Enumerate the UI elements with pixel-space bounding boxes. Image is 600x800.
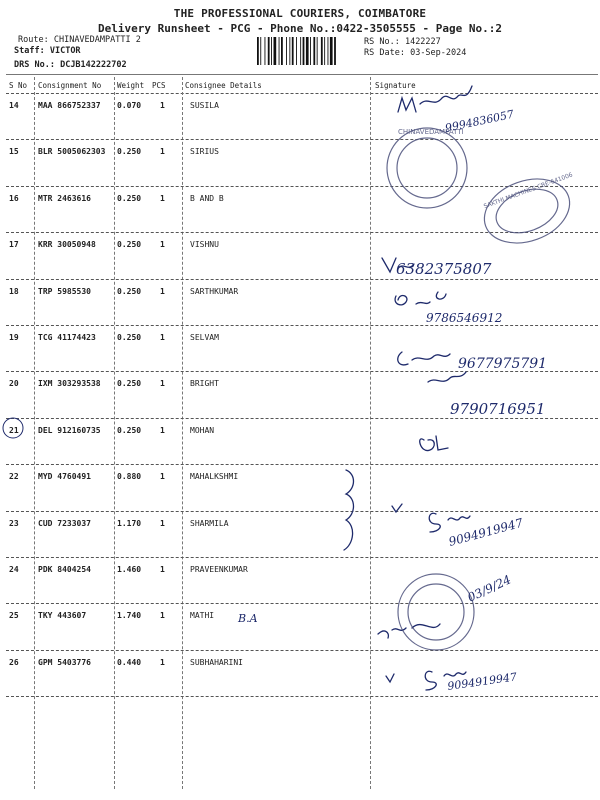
staff-line xyxy=(14,46,81,56)
col-pcs: PCS xyxy=(152,81,166,90)
row-divider xyxy=(6,557,598,558)
table-row xyxy=(0,373,600,419)
drs-line xyxy=(14,60,127,70)
signature-cell xyxy=(372,95,598,141)
row-pcs: 1 xyxy=(160,611,165,621)
handwritten-phone: 9790716951 xyxy=(450,400,546,418)
row-sno: 25 xyxy=(9,611,19,621)
row-sno: 16 xyxy=(9,193,19,203)
row-pcs: 1 xyxy=(160,286,165,296)
row-pcs: 1 xyxy=(160,657,165,667)
row-sno: 18 xyxy=(9,286,19,296)
row-weight: 1.460 xyxy=(117,565,142,574)
row-consignment-no: CUD 7233037 xyxy=(38,518,91,528)
table-row xyxy=(0,281,600,327)
row-consignee-name: SUBHAHARINI xyxy=(190,657,243,667)
staff-label: Staff: xyxy=(14,46,45,56)
handwritten-phone: 9677975791 xyxy=(458,356,548,372)
row-divider xyxy=(6,139,598,140)
row-consignment-no: IXM 303293538 xyxy=(38,379,101,389)
row-pcs: 1 xyxy=(160,147,165,157)
row-sno: 17 xyxy=(9,240,19,250)
row-weight: 0.250 xyxy=(117,147,142,157)
col-sno: S No xyxy=(9,81,28,90)
barcode-image xyxy=(257,37,357,65)
table-row xyxy=(0,466,600,512)
signature-cell xyxy=(372,559,598,605)
signature-cell xyxy=(372,652,598,698)
row-weight: 1.740 xyxy=(117,611,142,621)
runsheet-subtitle: Delivery Runsheet - PCG - Phone No.:0422-3505555 - Page No.:2 xyxy=(98,22,502,35)
handwritten-phone: 9094919947 xyxy=(446,670,518,693)
rs-no-value: 1422227 xyxy=(404,37,441,47)
row-sno: 24 xyxy=(9,565,19,574)
row-consignment-no: DEL 912160735 xyxy=(38,425,101,435)
table-row xyxy=(0,605,600,651)
row-consignee-name: SHARMILA xyxy=(190,518,229,528)
table-row xyxy=(0,420,600,466)
drs-label: DRS No.: xyxy=(14,60,55,70)
row-sno: 23 xyxy=(9,518,19,528)
handwritten-phone: 9994836057 xyxy=(443,107,516,135)
row-consignee-name: SELVAM xyxy=(190,333,219,342)
row-sno: 22 xyxy=(9,472,19,482)
row-consignment-no: GPM 5403776 xyxy=(38,657,91,667)
signature-cell xyxy=(372,141,598,187)
row-sno: 26 xyxy=(9,657,19,667)
route-line xyxy=(18,35,141,45)
row-divider xyxy=(6,696,598,697)
table-row xyxy=(0,559,600,605)
row-pcs: 1 xyxy=(160,379,165,389)
col-consignee: Consignee Details xyxy=(185,81,262,90)
row-pcs: 1 xyxy=(160,240,165,250)
table-row xyxy=(0,652,600,698)
table-row xyxy=(0,327,600,373)
col-signature: Signature xyxy=(375,81,416,90)
signature-cell xyxy=(372,234,598,280)
rs-no-label: RS No.: xyxy=(364,37,400,47)
row-consignee-name: MOHAN xyxy=(190,425,215,435)
row-consignment-no: MYD 4760491 xyxy=(38,472,91,482)
row-divider xyxy=(6,232,598,233)
row-weight: 0.250 xyxy=(117,379,142,389)
handwritten-phone: 6382375807 xyxy=(396,260,492,278)
row-divider xyxy=(6,325,598,326)
row-divider xyxy=(6,279,598,280)
handwritten-phone: 9786546912 xyxy=(426,311,503,325)
signature-cell xyxy=(372,513,598,559)
row-weight: 0.250 xyxy=(117,240,142,250)
col-consignment: Consignment No xyxy=(38,81,102,90)
row-weight: 0.250 xyxy=(117,333,142,342)
row-consignment-no: KRR 30050948 xyxy=(38,240,96,250)
signature-cell xyxy=(372,420,598,466)
row-sno: 19 xyxy=(9,333,19,342)
drs-value: DCJB142222702 xyxy=(60,60,127,70)
rs-date-line xyxy=(364,48,466,58)
row-consignment-no: MAA 866752337 xyxy=(38,101,101,110)
handwritten-phone: 9094919947 xyxy=(447,515,525,549)
row-weight: 0.250 xyxy=(117,286,142,296)
row-divider xyxy=(6,186,598,187)
row-consignee-name: PRAVEENKUMAR xyxy=(190,565,248,574)
row-sno: 15 xyxy=(9,147,19,157)
row-consignee-name: BRIGHT xyxy=(190,379,219,389)
table-row xyxy=(0,188,600,234)
row-divider xyxy=(6,603,598,604)
row-consignee-name: SUSILA xyxy=(190,101,219,110)
row-consignment-no: TKY 443607 xyxy=(38,611,87,621)
row-pcs: 1 xyxy=(160,518,165,528)
rs-date-label: RS Date: xyxy=(364,48,405,58)
row-sno: 14 xyxy=(9,101,19,110)
row-sno: 20 xyxy=(9,379,19,389)
stamp2-text: SAKTHI MACHINES CBE-641006 xyxy=(482,171,574,211)
signature-cell xyxy=(372,466,598,512)
header-top-rule xyxy=(6,74,598,75)
row-consignment-no: MTR 2463616 xyxy=(38,193,91,203)
row-divider xyxy=(6,650,598,651)
row-pcs: 1 xyxy=(160,101,165,110)
row-divider xyxy=(6,371,598,372)
signature-cell xyxy=(372,188,598,234)
row-weight: 0.880 xyxy=(117,472,142,482)
signature-cell xyxy=(372,327,598,373)
row-weight: 1.170 xyxy=(117,518,142,528)
rs-no-line xyxy=(364,37,441,47)
row-sno: 21 xyxy=(9,425,19,435)
staff-value: VICTOR xyxy=(49,46,81,56)
table-row xyxy=(0,513,600,559)
row-consignment-no: PDK 8404254 xyxy=(38,565,91,574)
row-weight: 0.070 xyxy=(117,101,142,110)
company-title: THE PROFESSIONAL COURIERS, COIMBATORE xyxy=(173,7,427,20)
row-consignment-no: TRP 5985530 xyxy=(38,286,91,296)
row-weight: 0.440 xyxy=(117,657,142,667)
rs-date-value: 03-Sep-2024 xyxy=(410,48,467,58)
signature-cell xyxy=(372,373,598,419)
row-pcs: 1 xyxy=(160,472,165,482)
row-consignee-name: B AND B xyxy=(190,193,224,203)
row-divider xyxy=(6,464,598,465)
row-consignment-no: TCG 41174423 xyxy=(38,333,96,342)
table-row xyxy=(0,141,600,187)
row-pcs: 1 xyxy=(160,565,165,574)
route-label: Route: xyxy=(18,35,49,45)
signature-cell xyxy=(372,281,598,327)
row-pcs: 1 xyxy=(160,333,165,342)
row-divider xyxy=(6,418,598,419)
row-consignment-no: BLR 5005062303 xyxy=(38,147,106,157)
handwritten-date: 03/9/24 xyxy=(465,572,514,605)
handwritten-note: B.A xyxy=(238,612,258,625)
row-weight: 0.250 xyxy=(117,193,142,203)
col-weight: Weight xyxy=(117,81,145,90)
route-value: CHINAVEDAMPATTI 2 xyxy=(53,35,141,45)
header-bottom-rule xyxy=(6,93,598,94)
signature-cell xyxy=(372,605,598,651)
row-consignee-name: MATHI xyxy=(190,611,215,621)
stamp1-text: CHINAVEDAMPATTI xyxy=(398,128,464,136)
row-consignee-name: SARTHKUMAR xyxy=(190,286,239,296)
row-consignee-name: SIRIUS xyxy=(190,147,219,157)
table-row xyxy=(0,95,600,141)
row-weight: 0.250 xyxy=(117,425,142,435)
row-pcs: 1 xyxy=(160,425,165,435)
row-consignee-name: MAHALKSHMI xyxy=(190,472,239,482)
row-pcs: 1 xyxy=(160,193,165,203)
table-row xyxy=(0,234,600,280)
row-consignee-name: VISHNU xyxy=(190,240,219,250)
row-divider xyxy=(6,511,598,512)
